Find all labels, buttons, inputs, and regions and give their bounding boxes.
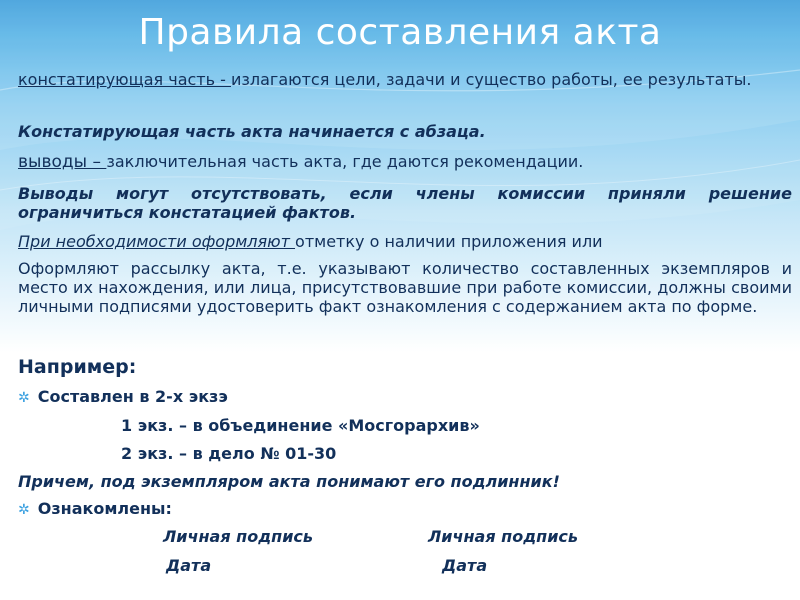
term-attachment: При необходимости оформляют <box>18 232 296 251</box>
paragraph-conclusions-note: Выводы могут отсутствовать, если члены комиссии приняли решение ограничиться констатацией фактов. <box>18 184 792 222</box>
bullet-icon: ✲ <box>18 502 30 518</box>
bullet-icon: ✲ <box>18 390 30 406</box>
copy-line-2: 2 экз. – в дело № 01-30 <box>121 444 337 463</box>
bullet-acquainted-text: Ознакомлены: <box>37 499 172 518</box>
bullet-copies-text: Составлен в 2-х экзэ <box>37 387 228 406</box>
example-heading: Например: <box>18 356 137 378</box>
paragraph-distribution: Оформляют рассылку акта, т.е. указывают количество составленных экземпляров и место их нахождения, или лица, присутствовавшие при работе комиссии, должны своими личными подписями удостоверить факт ознакомления с содержанием акта по форме. <box>18 259 792 316</box>
term-statement: констатирующая часть - <box>18 70 231 89</box>
bullet-acquainted <box>18 499 792 520</box>
text-attachment: отметку о наличии приложения или <box>295 232 603 251</box>
text-statement: излагаются цели, задачи и существо работы, ее результаты. <box>230 70 752 89</box>
paragraph-attachment <box>18 232 792 251</box>
paragraph-conclusions <box>18 152 792 172</box>
bullet-copies <box>18 387 792 408</box>
copy-line-1: 1 экз. – в объединение «Мосгорархив» <box>121 416 480 435</box>
signature-right: Личная подпись <box>428 527 579 546</box>
signature-left: Личная подпись <box>163 527 314 546</box>
date-right: Дата <box>442 556 488 575</box>
paragraph-statement-note: Констатирующая часть акта начинается с абзаца. <box>18 122 486 141</box>
paragraph-statement <box>18 70 792 89</box>
original-note: Причем, под экземпляром акта понимают его подлинник! <box>18 472 560 491</box>
term-conclusions: выводы – <box>18 152 107 172</box>
date-left: Дата <box>166 556 212 575</box>
text-conclusions: заключительная часть акта, где даются рекомендации. <box>106 152 584 171</box>
slide-title: Правила составления акта <box>138 12 662 53</box>
